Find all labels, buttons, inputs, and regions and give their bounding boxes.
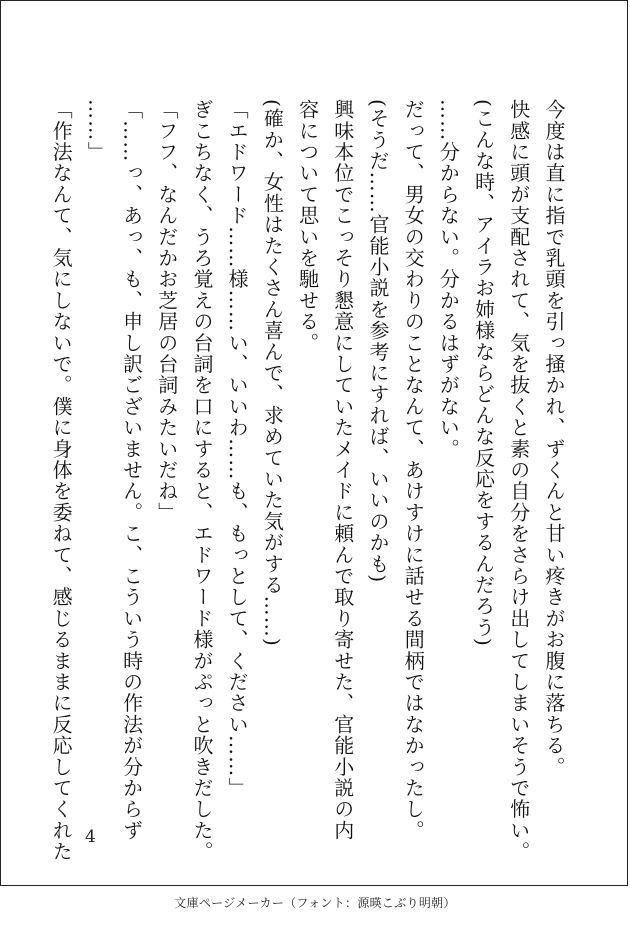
text-line-5: だって、男女の交わりのことなんて、あけすけに話せる間柄ではなかったし。: [401, 99, 426, 841]
text-line-6: (そうだ……官能小説を参考にすれば、いいのかも): [365, 99, 390, 584]
text-line-14: ……」: [84, 99, 109, 163]
text-line-3: (こんな時、アイラお姉様ならどんな反応をするんだろう): [471, 99, 496, 648]
text-line-13: 「……っ、あっ、も、申し訳ございません。こ、こういう時の作法が分からず: [119, 99, 144, 841]
text-line-1: 今度は直に指で乳頭を引っ掻かれ、ずくんと甘い疼きがお腹に落ちる。: [542, 99, 566, 778]
text-line-2: 快感に頭が支配されて、気を抜くと素の自分をさらけ出してしまいそうで怖い。: [506, 99, 531, 863]
text-line-9: (確か、女性はたくさん喜んで、求めていた気がする……): [260, 99, 285, 648]
footer-caption: 文庫ページメーカー（フォント：源暎こぶり明朝）: [174, 896, 456, 910]
vertical-body-text: [49, 99, 571, 863]
text-line-11: ぎこちなく、うろ覚えの台詞を口にすると、エドワード様がぷっと吹きだした。: [189, 99, 214, 863]
text-line-10: 「エドワード……様……い、いいわ……も、もっとして、ください……」: [225, 99, 250, 799]
text-line-15: 「作法なんて、気にしないで。僕に身体を委ねて、感じるままに反応してくれた: [49, 99, 74, 863]
text-line-4: ……分からない。分かるはずがない。: [436, 99, 461, 460]
text-line-7: 興味本位でこっそり懇意にしていたメイドに頼んで取り寄せた、官能小説の内: [330, 99, 355, 841]
page-number: 4: [85, 827, 96, 847]
text-line-12: 「フフ、なんだかお芝居の台詞みたいだね」: [154, 99, 179, 523]
text-line-8: 容について思いを馳せる。: [295, 99, 320, 354]
